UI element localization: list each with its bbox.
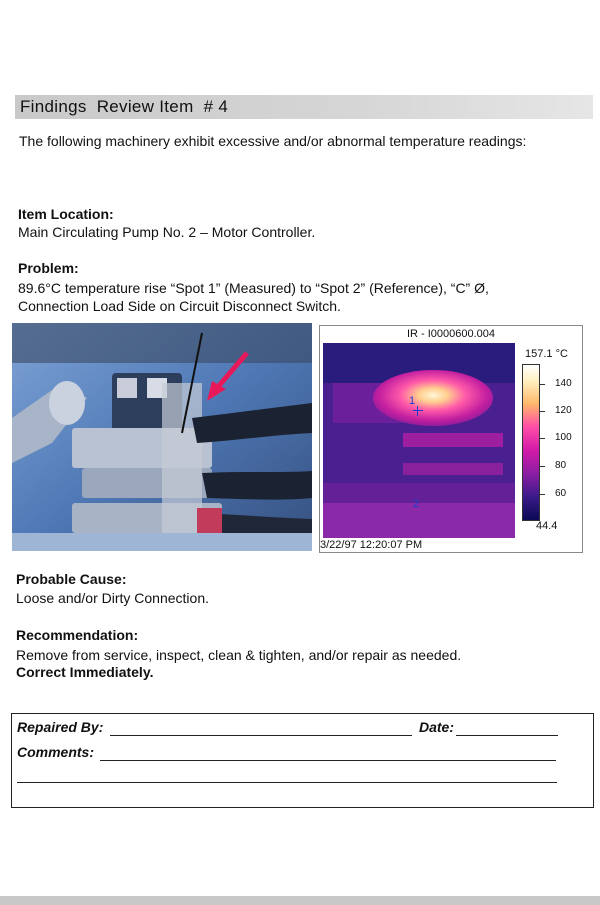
comments-field[interactable] [100,760,556,761]
recommendation-label: Recommendation: [16,627,139,643]
repair-form [11,713,594,808]
comments-label: Comments: [17,744,95,760]
spot-1-label: 1 [409,395,416,407]
problem-label: Problem: [18,260,79,276]
scale-tick: 80 [555,460,567,471]
spot-2-label: 2 [413,498,420,510]
thermal-image [323,343,515,538]
ir-timestamp: 3/22/97 12:20:07 PM [320,539,423,551]
cause-text: Loose and/or Dirty Connection. [16,590,209,606]
scale-max-label: 157.1 °C [525,348,568,360]
page-title: Findings Review Item # 4 [20,97,229,116]
problem-line-1: 89.6°C temperature rise “Spot 1” (Measured) to “Spot 2” (Reference), “C” Ø, [18,280,489,296]
spot-1-crosshair-icon [413,406,423,416]
date-label: Date: [419,719,455,735]
scale-tick: 100 [555,432,572,443]
comments-line-2[interactable] [17,782,557,783]
scale-tick: 140 [555,378,572,389]
repaired-by-label: Repaired By: [17,719,104,735]
scale-min-label: 44.4 [536,520,558,532]
equipment-photo [12,323,312,551]
location-text: Main Circulating Pump No. 2 – Motor Controller. [18,224,316,240]
scale-tick: 120 [555,405,572,416]
repaired-by-field[interactable] [110,735,412,736]
recommendation-text: Remove from service, inspect, clean & tighten, and/or repair as needed. [16,647,462,663]
cause-label: Probable Cause: [16,571,127,587]
scale-tick: 60 [555,488,567,499]
recommendation-emphasis: Correct Immediately. [16,664,154,680]
problem-line-2: Connection Load Side on Circuit Disconnect Switch. [18,298,341,314]
thermal-image-panel [319,325,583,553]
ir-header: IR - I0000600.004 [406,328,496,340]
date-field[interactable] [456,735,558,736]
temperature-scale-bar [522,364,540,521]
intro-text: The following machinery exhibit excessive and/or abnormal temperature readings: [19,133,527,149]
location-label: Item Location: [18,206,114,222]
footer-band [0,896,600,905]
